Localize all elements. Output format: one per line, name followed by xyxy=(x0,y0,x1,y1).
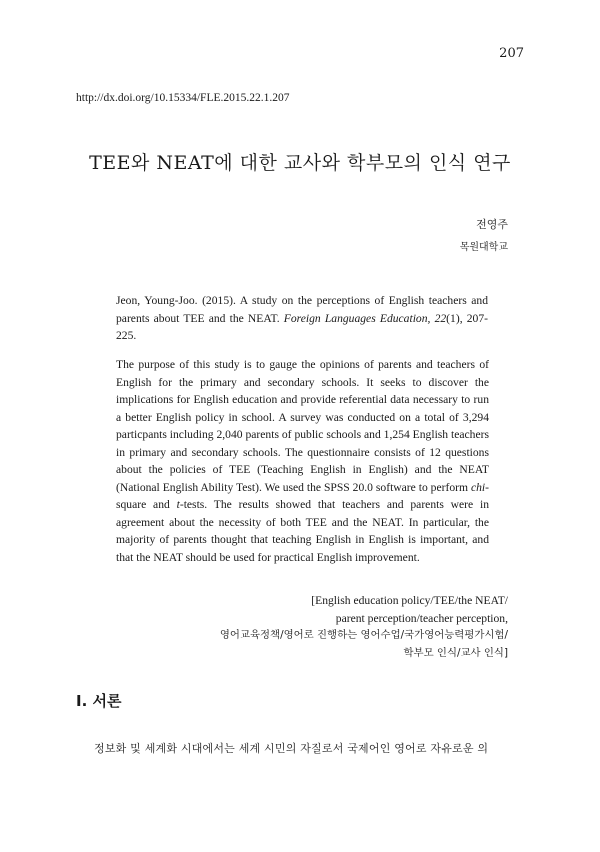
section-heading: I. 서론 xyxy=(76,692,122,710)
abstract-t: t xyxy=(176,498,180,512)
keywords-line-2: parent perception/teacher perception, xyxy=(335,611,508,625)
doi-link: http://dx.doi.org/10.15334/FLE.2015.22.1.207 xyxy=(76,92,290,104)
keywords-line-1: [English education policy/TEE/the NEAT/ xyxy=(311,594,508,607)
abstract-part2: -square and xyxy=(116,480,489,512)
abstract-part1: The purpose of this study is to gauge the opinions of parents and teachers of English for the primary and secondary schools. It seeks to discover the implications for English education and provide referential data necessary to run a better English policy in school. A survey was conducted on a total of 3,294 particpants including 2,040 parents of public schools and 1,254 English teachers in primary and secondary schools. The questionnaire consists of 12 questions about the policies of TEE (Teaching English in English) and the NEAT (National English Ability Test). We used the SPSS 20.0 software to perform xyxy=(116,358,489,494)
body-text-first-line: 정보화 및 세계화 시대에서는 세계 시민의 자질로서 국제어인 영어로 자유로운 의 xyxy=(94,742,489,755)
keywords-line-3: 영어교육정책/영어로 진행하는 영어수업/국가영어능력평가시험/ xyxy=(219,629,508,641)
paper-title: TEE와 NEAT에 대한 교사와 학부모의 인식 연구 xyxy=(89,152,511,174)
citation-pages: (1), 207-225. xyxy=(116,311,488,342)
citation-text: Jeon, Young-Joo. (2015). A study on the perceptions of English teachers and parents about TEE and the NEAT. xyxy=(116,294,488,325)
abstract-part3: -tests. The results showed that teachers and parents were in agreement about the necessity of both TEE and the NEAT. In particular, the majority of parents thought that teaching English in English is important, and that the NEAT should be used for practical English improvement. xyxy=(116,498,489,565)
abstract xyxy=(116,356,489,567)
keywords-line-4: 학부모 인식/교사 인식] xyxy=(403,646,508,659)
keywords xyxy=(108,592,508,662)
author-name: 전영주 xyxy=(476,218,508,231)
abstract-chi: chi xyxy=(470,480,486,494)
citation xyxy=(116,292,488,345)
citation-journal: Foreign Languages Education, 22 xyxy=(283,311,447,325)
page-number: 207 xyxy=(499,46,524,61)
author-affiliation: 목원대학교 xyxy=(459,242,508,253)
